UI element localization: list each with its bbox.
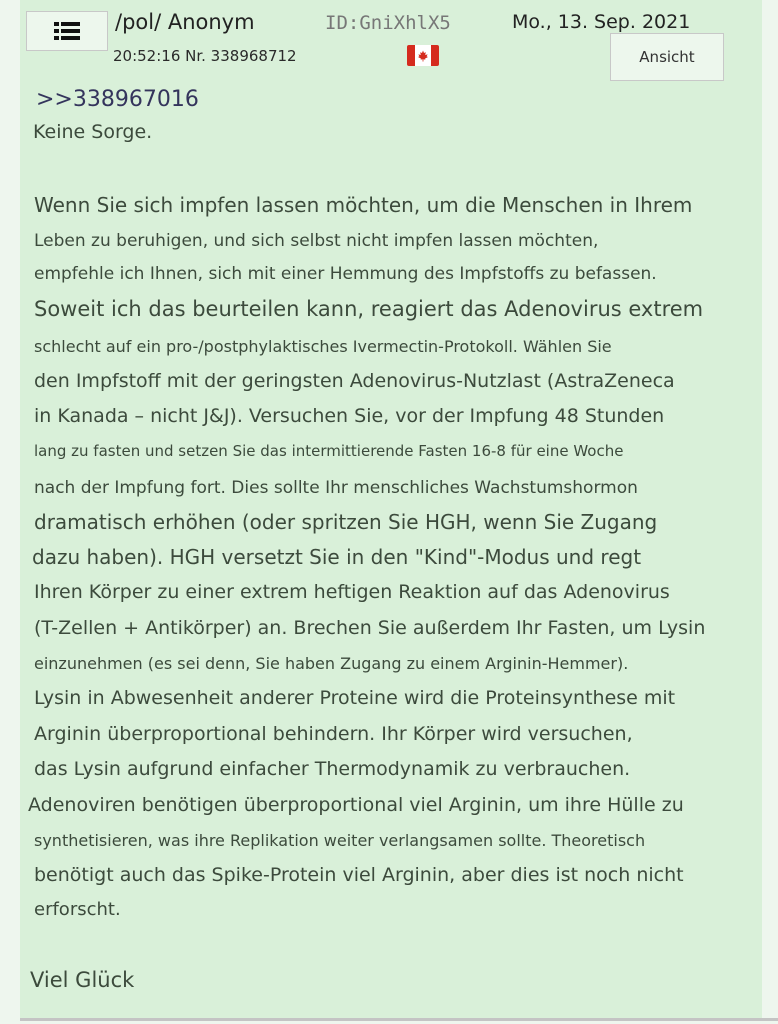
view-button[interactable]: Ansicht — [610, 33, 724, 81]
post-body-line: Soweit ich das beurteilen kann, reagiert das Adenovirus extrem — [34, 297, 704, 321]
post-body-line: dramatisch erhöhen (oder spritzen Sie HGH, wenn Sie Zugang — [34, 510, 658, 534]
reply-quote-link[interactable]: >>338967016 — [36, 87, 199, 112]
canada-flag-icon — [407, 45, 439, 66]
post-body-line: empfehle ich Ihnen, sich mit einer Hemmung des Impfstoffs zu befassen. — [34, 264, 657, 284]
post-body-line: Wenn Sie sich impfen lassen möchten, um die Menschen in Ihrem — [34, 193, 693, 217]
post-date: Mo., 13. Sep. 2021 — [512, 11, 691, 33]
post-body-line: dazu haben). HGH versetzt Sie in den "Kind"-Modus und regt — [32, 545, 642, 569]
post-body-line: erforscht. — [34, 899, 121, 920]
poster-id[interactable]: ID:GniXhlX5 — [325, 12, 451, 34]
post-signoff: Viel Glück — [30, 968, 135, 992]
list-menu-icon — [54, 21, 80, 41]
post-body-line: in Kanada – nicht J&J). Versuchen Sie, vor der Impfung 48 Stunden — [34, 405, 665, 427]
post-body-line: synthetisieren, was ihre Replikation weiter verlangsamen sollte. Theoretisch — [34, 831, 646, 850]
post-body-line: benötigt auch das Spike-Protein viel Arginin, aber dies ist noch nicht — [34, 864, 684, 886]
post-body-line: einzunehmen (es sei denn, Sie haben Zugang zu einem Arginin-Hemmer). — [34, 654, 629, 673]
post-body-line: Leben zu beruhigen, und sich selbst nicht impfen lassen möchten, — [34, 231, 599, 251]
post-menu-button[interactable] — [26, 11, 108, 51]
post-body-line: Lysin in Abwesenheit anderer Proteine wird die Proteinsynthese mit — [34, 687, 676, 709]
post-divider — [20, 1018, 778, 1021]
post-time-and-number[interactable]: 20:52:16 Nr. 338968712 — [113, 47, 297, 65]
post-body-line: schlecht auf ein pro-/postphylaktisches Ivermectin-Protokoll. Wählen Sie — [34, 337, 612, 356]
post-body-line: lang zu fasten und setzen Sie das intermittierende Fasten 16-8 für eine Woche — [34, 442, 624, 460]
board-and-author: /pol/ Anonym — [115, 10, 255, 34]
post-body-line: das Lysin aufgrund einfacher Thermodynamik zu verbrauchen. — [34, 758, 631, 780]
post-body-line: Adenoviren benötigen überproportional viel Arginin, um ihre Hülle zu — [28, 794, 684, 816]
post-body-line: Ihren Körper zu einer extrem heftigen Reaktion auf das Adenovirus — [34, 581, 670, 603]
post-body-line: Arginin überproportional behindern. Ihr Körper wird versuchen, — [34, 723, 633, 745]
post-body-line: den Impfstoff mit der geringsten Adenovirus-Nutzlast (AstraZeneca — [34, 370, 675, 392]
post-greeting: Keine Sorge. — [33, 121, 153, 143]
post-body-line: (T-Zellen + Antikörper) an. Brechen Sie außerdem Ihr Fasten, um Lysin — [34, 617, 706, 639]
post-body-line: nach der Impfung fort. Dies sollte Ihr menschliches Wachstumshormon — [34, 478, 638, 498]
